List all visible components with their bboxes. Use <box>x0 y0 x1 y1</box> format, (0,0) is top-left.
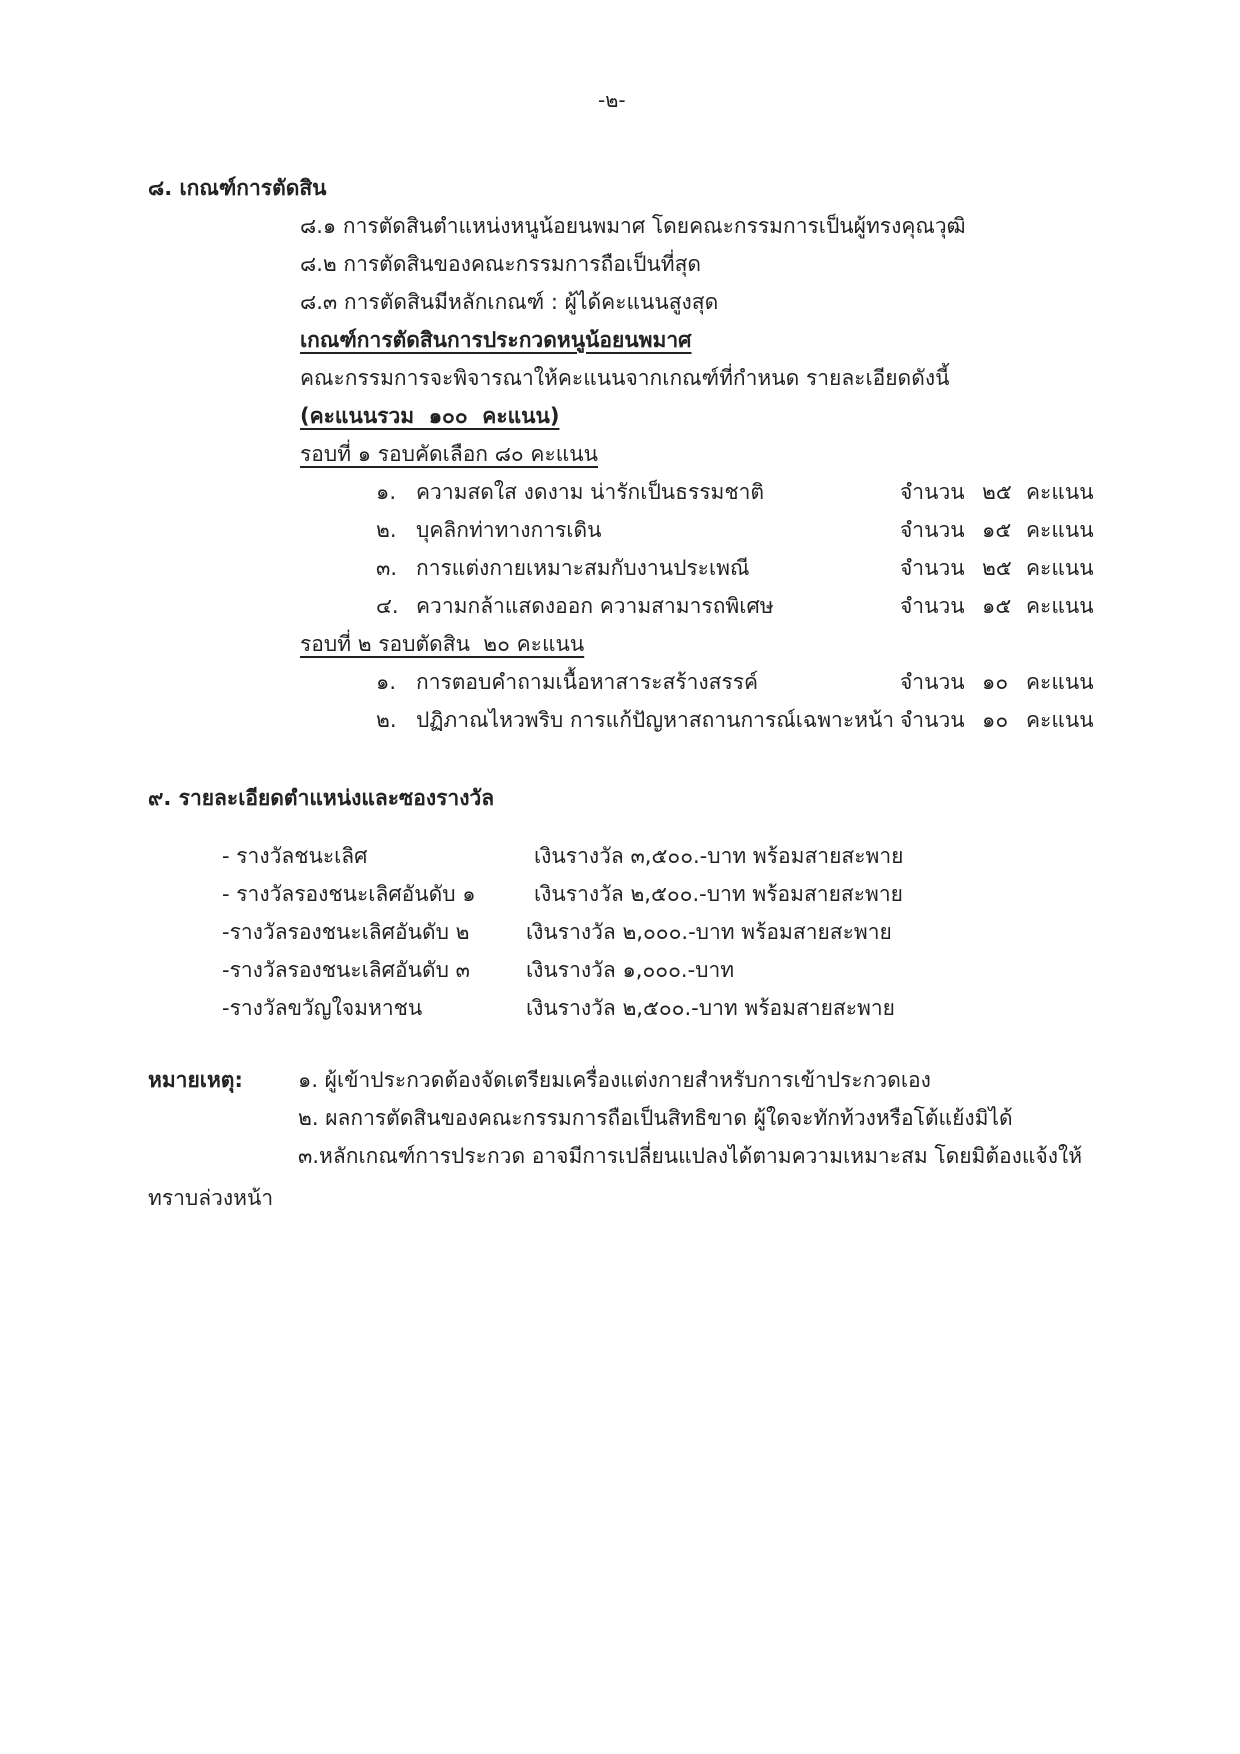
prize-detail: เงินรางวัล ๑,๐๐๐.-บาท <box>526 958 735 982</box>
note-item: ๒. ผลการตัดสินของคณะกรรมการถือเป็นสิทธิขาด ผู้ใดจะทักท้วงหรือโต้แย้งมิได้ <box>298 1106 1013 1130</box>
row-amount-label: จำนวน <box>900 708 965 732</box>
note-item: ๑. ผู้เข้าประกวดต้องจัดเตรียมเครื่องแต่งกายสำหรับการเข้าประกวดเอง <box>298 1068 931 1092</box>
row-label: การตอบคำถามเนื้อหาสาระสร้างสรรค์ <box>416 670 759 694</box>
row-score: ๑๐ <box>982 670 1009 694</box>
row-number: ๒. <box>376 708 397 732</box>
section8-item: ๘.๓ การตัดสินมีหลักเกณฑ์ : ผู้ได้คะแนนสูงสุด <box>300 290 719 314</box>
row-unit: คะแนน <box>1026 518 1094 542</box>
row-score: ๒๕ <box>982 480 1012 504</box>
row-number: ๑. <box>376 670 397 694</box>
section8-heading: ๘. เกณฑ์การตัดสิน <box>148 176 327 200</box>
total-score: (คะแนนรวม ๑๐๐ คะแนน) <box>300 404 560 428</box>
prize-detail: เงินรางวัล ๒,๕๐๐.-บาท พร้อมสายสะพาย <box>534 882 903 906</box>
page-number: -๒- <box>598 88 626 112</box>
row-label: บุคลิกท่าทางการเดิน <box>416 518 602 542</box>
row-amount-label: จำนวน <box>900 480 965 504</box>
notes-label: หมายเหตุ: <box>148 1068 243 1092</box>
row-number: ๔. <box>376 594 399 618</box>
prize-name: - รางวัลรองชนะเลิศอันดับ ๑ <box>222 882 476 906</box>
section8-item: ๘.๑ การตัดสินตำแหน่งหนูน้อยนพมาศ โดยคณะกรรมการเป็นผู้ทรงคุณวุฒิ <box>300 214 966 238</box>
row-label: ปฏิภาณไหวพริบ การแก้ปัญหาสถานการณ์เฉพาะหน้า <box>416 708 895 732</box>
prize-name: -รางวัลรองชนะเลิศอันดับ ๒ <box>222 920 470 944</box>
row-amount-label: จำนวน <box>900 556 965 580</box>
note-item: ๓.หลักเกณฑ์การประกวด อาจมีการเปลี่ยนแปลงได้ตามความเหมาะสม โดยมิต้องแจ้งให้ <box>298 1144 1083 1168</box>
round2-title: รอบที่ ๒ รอบตัดสิน ๒๐ คะแนน <box>300 632 585 656</box>
prize-detail: เงินรางวัล ๓,๕๐๐.-บาท พร้อมสายสะพาย <box>534 844 904 868</box>
row-score: ๑๕ <box>982 594 1012 618</box>
prize-name: -รางวัลรองชนะเลิศอันดับ ๓ <box>222 958 470 982</box>
row-amount-label: จำนวน <box>900 594 965 618</box>
row-unit: คะแนน <box>1026 480 1094 504</box>
criteria-title: เกณฑ์การตัดสินการประกวดหนูน้อยนพมาศ <box>300 328 692 352</box>
row-amount-label: จำนวน <box>900 670 965 694</box>
row-number: ๓. <box>376 556 398 580</box>
row-unit: คะแนน <box>1026 594 1094 618</box>
row-label: ความกล้าแสดงออก ความสามารถพิเศษ <box>416 594 774 618</box>
criteria-intro: คณะกรรมการจะพิจารณาให้คะแนนจากเกณฑ์ที่กำหนด รายละเอียดดังนี้ <box>300 366 950 390</box>
row-unit: คะแนน <box>1026 708 1094 732</box>
section9-heading: ๙. รายละเอียดตำแหน่งและซองรางวัล <box>148 786 495 810</box>
row-score: ๑๐ <box>982 708 1009 732</box>
row-unit: คะแนน <box>1026 556 1094 580</box>
prize-name: -รางวัลขวัญใจมหาชน <box>222 996 423 1020</box>
section8-item: ๘.๒ การตัดสินของคณะกรรมการถือเป็นที่สุด <box>300 252 702 276</box>
row-number: ๒. <box>376 518 397 542</box>
row-number: ๑. <box>376 480 397 504</box>
prize-detail: เงินรางวัล ๒,๐๐๐.-บาท พร้อมสายสะพาย <box>526 920 892 944</box>
note-continuation: ทราบล่วงหน้า <box>148 1186 274 1210</box>
row-score: ๑๕ <box>982 518 1012 542</box>
row-label: การแต่งกายเหมาะสมกับงานประเพณี <box>416 556 750 580</box>
row-score: ๒๕ <box>982 556 1012 580</box>
row-unit: คะแนน <box>1026 670 1094 694</box>
row-label: ความสดใส งดงาม น่ารักเป็นธรรมชาติ <box>416 480 765 504</box>
prize-name: - รางวัลชนะเลิศ <box>222 844 368 868</box>
prize-detail: เงินรางวัล ๒,๕๐๐.-บาท พร้อมสายสะพาย <box>526 996 895 1020</box>
row-amount-label: จำนวน <box>900 518 965 542</box>
round1-title: รอบที่ ๑ รอบคัดเลือก ๘๐ คะแนน <box>300 442 598 466</box>
